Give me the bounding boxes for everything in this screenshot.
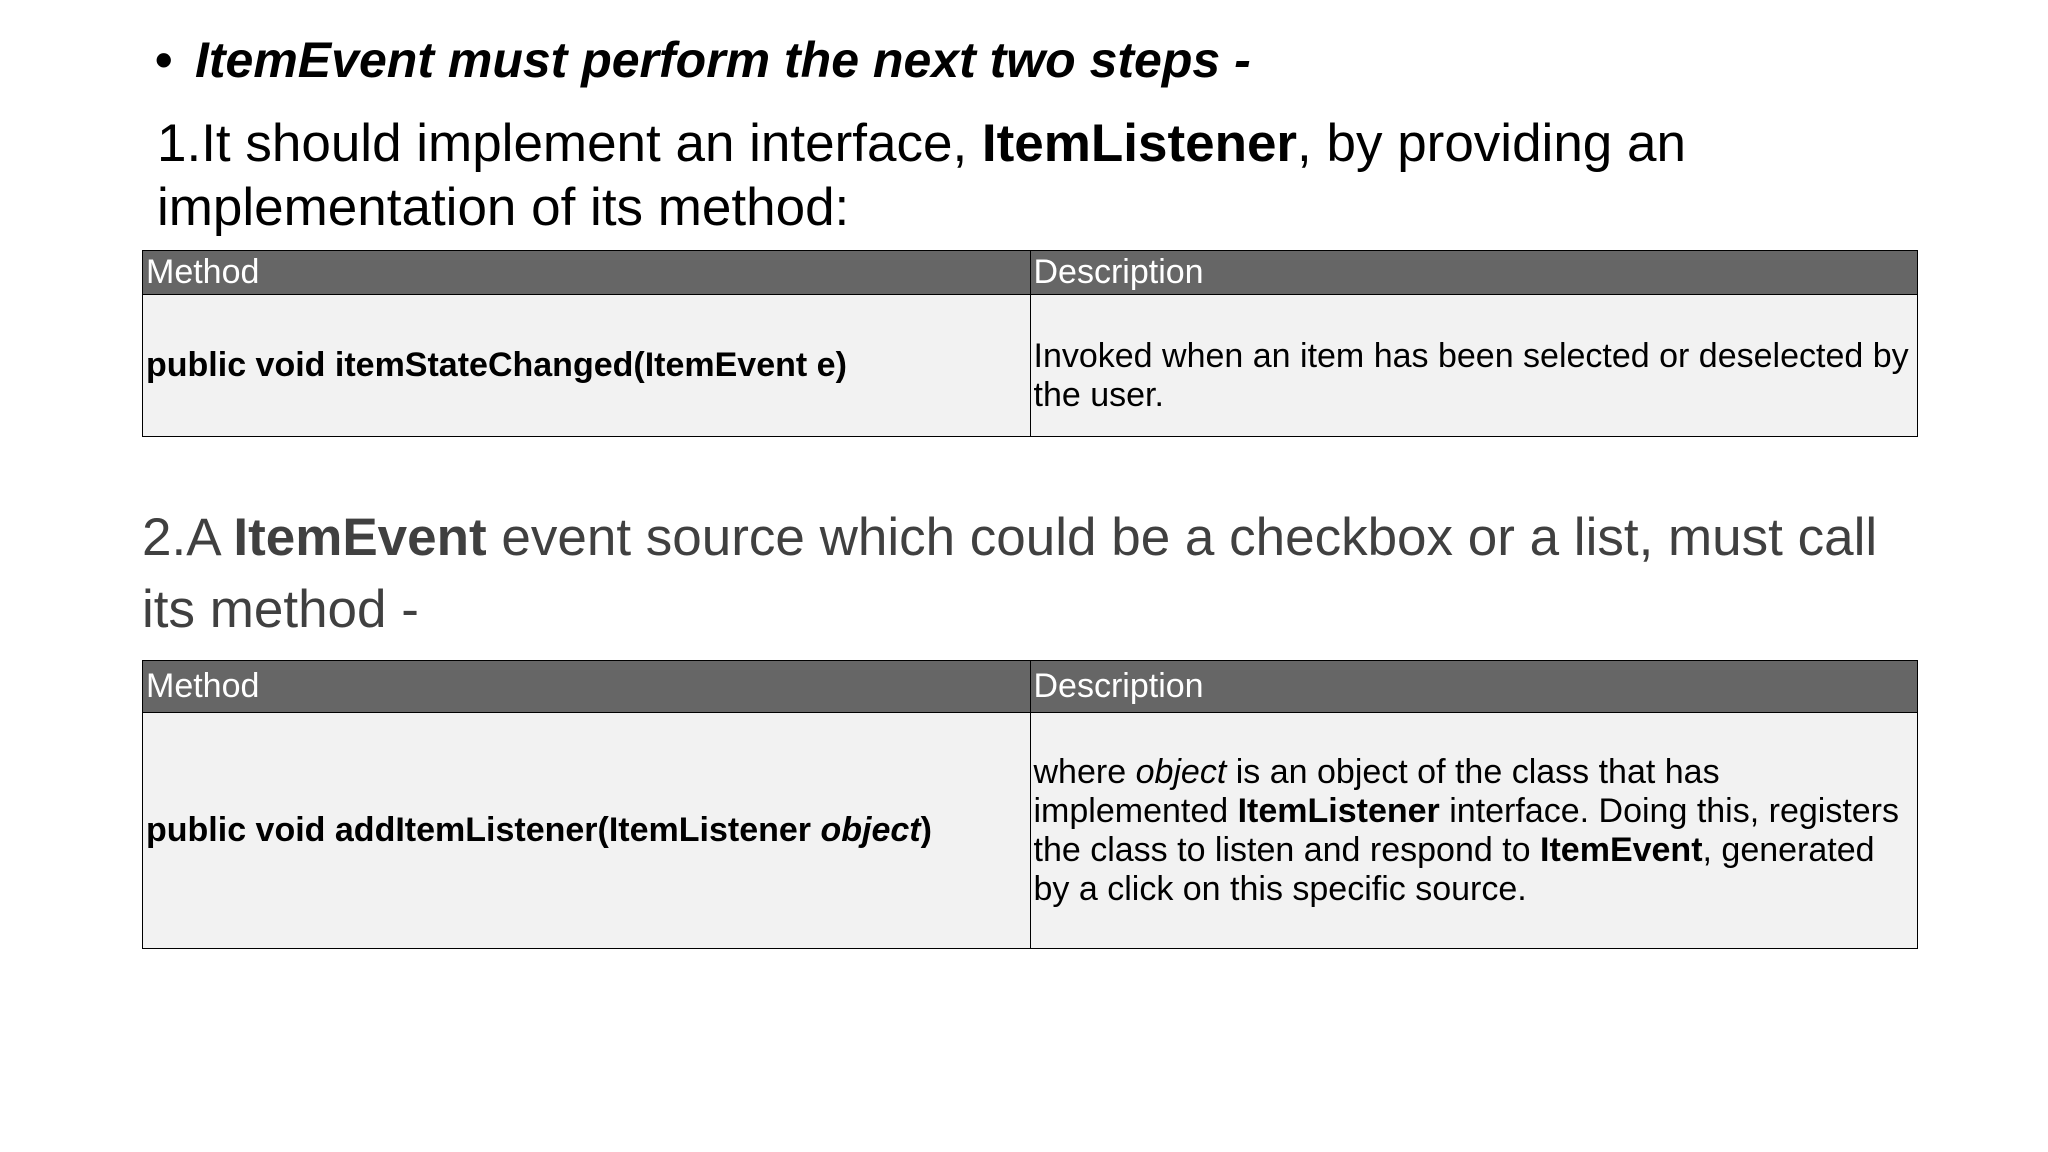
method-cell <box>143 713 1031 949</box>
desc-part-3: interface. Doing this, registers the class to listen and respond to <box>1033 791 1899 869</box>
method-prefix: public void addItemListener(ItemListener <box>146 811 821 849</box>
desc-part-4: , generated by a click on this specific source. <box>1033 830 1875 908</box>
column-header-description: Description <box>1030 251 1918 295</box>
method-param-italic: object <box>820 811 921 849</box>
desc-part-2: is an object of the class that has implemented <box>1033 752 1720 830</box>
step-one-bold: ItemListener <box>981 114 1298 173</box>
heading-text: ItemEvent must perform the next two steps - <box>195 32 1251 88</box>
method-suffix: ) <box>920 811 932 849</box>
column-header-method: Method <box>143 251 1031 295</box>
method-table-two <box>142 660 1918 949</box>
step-one-prefix: 1.It should implement an interface, <box>157 114 982 173</box>
column-header-description: Description <box>1030 661 1918 713</box>
step-two-text <box>142 502 1902 646</box>
step-two-bold: ItemEvent <box>233 508 487 567</box>
desc-bold-itemlistener: ItemListener <box>1237 791 1440 830</box>
table-row <box>143 295 1918 437</box>
desc-bold-itemevent: ItemEvent <box>1540 830 1703 869</box>
desc-italic-object: object <box>1135 752 1227 791</box>
method-cell: public void itemStateChanged(ItemEvent e) <box>143 295 1031 437</box>
description-cell: Invoked when an item has been selected or deselected by the user. <box>1030 295 1918 437</box>
step-one-suffix: , by providing an implementation of its method: <box>157 114 1686 237</box>
table-header-row <box>143 661 1918 713</box>
table-header-row <box>143 251 1918 295</box>
step-one-text <box>157 112 1857 240</box>
desc-part-1: where <box>1033 752 1136 791</box>
bullet-heading <box>155 28 1251 92</box>
table-row <box>143 713 1918 949</box>
step-two-prefix: 2.A <box>142 508 234 567</box>
method-table-one <box>142 250 1918 437</box>
bullet-point: • <box>155 32 173 88</box>
step-two-suffix: event source which could be a checkbox or a list, must call its method - <box>142 508 1878 639</box>
column-header-method: Method <box>143 661 1031 713</box>
description-cell <box>1030 713 1918 949</box>
